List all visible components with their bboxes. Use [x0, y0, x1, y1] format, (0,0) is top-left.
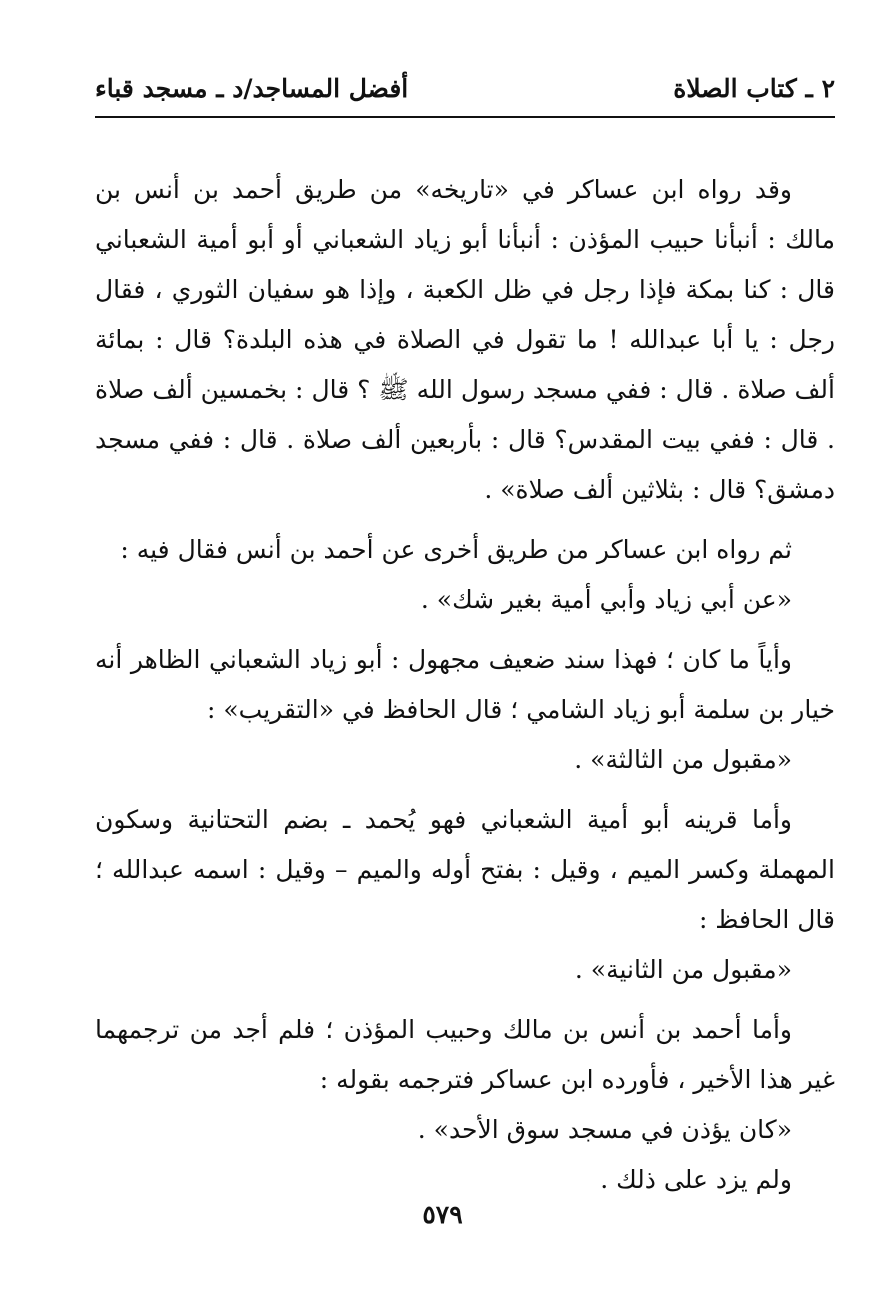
paragraph-gap	[95, 625, 835, 635]
paragraph-gap	[95, 515, 835, 525]
chapter-title: ٢ ـ كتاب الصلاة	[673, 74, 835, 103]
header-rule	[95, 116, 835, 118]
quote-without-doubt: «عن أبي زياد وأبي أمية بغير شك» .	[420, 585, 792, 614]
quote-maqbul-second: «مقبول من الثانية» .	[574, 955, 792, 984]
page-number: ٥٧٩	[422, 1200, 463, 1229]
paragraph-gap	[95, 785, 835, 795]
paragraph-gap	[95, 995, 835, 1005]
paragraph-weak-chain: وأياً ما كان ؛ فهذا سند ضعيف مجهول : أبو زياد الشعباني الظاهر أنه خيار بن سلمة أبو زياد الشامي ؛ قال الحافظ في «التقريب» :	[95, 645, 835, 724]
paragraph-ibn-asakir-narration: وقد رواه ابن عساكر في «تاريخه» من طريق أحمد بن أنس بن مالك : أنبأنا حبيب المؤذن : أنبأنا أبو زياد الشعباني أو أبو أمية الشعباني قال : كنا بمكة فإذا رجل في ظل الكعبة ، وإذا هو سفيان الثوري ، فقال رجل : يا أبا عبدالله ! ما تقول في الصلاة في هذه البلدة؟ قال : بمائة ألف صلاة . قال : ففي مسجد رسول الله ﷺ ؟ قال : بخمسين ألف صلاة . قال : ففي بيت المقدس؟ قال : بأربعين ألف صلاة . قال : ففي مسجد دمشق؟ قال : بثلاثين ألف صلاة» .	[95, 175, 835, 504]
section-title: أفضل المساجد/د ـ مسجد قباء	[95, 74, 409, 103]
paragraph-abu-umayya: وأما قرينه أبو أمية الشعباني فهو يُحمد ـ بضم التحتانية وسكون المهملة وكسر الميم ، وقيل : بفتح أوله والميم – وقيل : اسمه عبدالله ؛ قال الحافظ :	[95, 805, 835, 934]
closing-line: ولم يزد على ذلك .	[600, 1165, 792, 1194]
paragraph-second-route: ثم رواه ابن عساكر من طريق أخرى عن أحمد بن أنس فقال فيه :	[120, 535, 792, 564]
paragraph-ahmad-habib: وأما أحمد بن أنس بن مالك وحبيب المؤذن ؛ فلم أجد من ترجمهما غير هذا الأخير ، فأورده ابن عساكر فترجمه بقوله :	[95, 1015, 835, 1094]
quote-muezzin: «كان يؤذن في مسجد سوق الأحد» .	[417, 1115, 792, 1144]
running-header	[95, 66, 835, 112]
quote-maqbul-third: «مقبول من الثالثة» .	[574, 745, 792, 774]
body-text	[95, 165, 835, 1205]
